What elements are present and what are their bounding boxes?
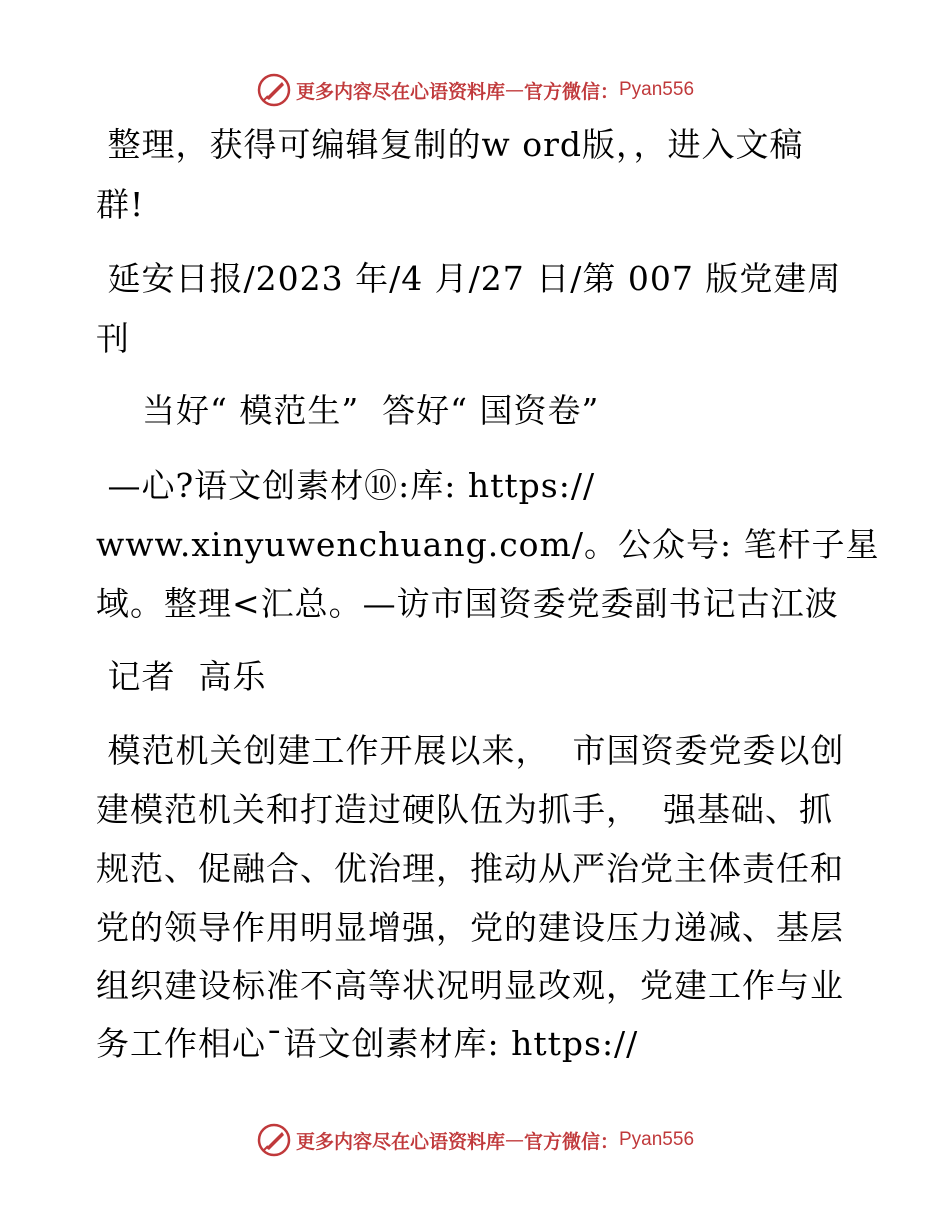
banner-wechat-label: 官方微信： [523, 80, 619, 103]
subtitle-line: 域。整理<汇总。—访市国资委党委副书记古江波 [96, 584, 839, 623]
banner-wechat-id: Pyan556 [619, 79, 695, 100]
footer-watermark-banner [0, 1120, 950, 1160]
byline: 记者 高乐 [96, 657, 267, 696]
banner-separator: — [504, 79, 524, 101]
banner-main-text: 更多内容尽在心语资料库 [295, 1130, 505, 1153]
quill-pen-logo-icon [256, 72, 292, 108]
paragraph-line: 组织建设标准不高等状况明显改观，党建工作与业 [96, 966, 844, 1005]
source-line: 延安日报/2023 年/4 月/27 日/第 007 版党建周 [96, 259, 842, 298]
intro-line: 整理，获得可编辑复制的w ord版，，进入文稿 [96, 125, 804, 164]
paragraph-line: 务工作相心¯语文创素材库: https:// [96, 1024, 639, 1063]
paragraph-line: 规范、促融合、优治理，推动从严治党主体责任和 [96, 849, 844, 888]
header-watermark-banner [0, 70, 950, 110]
paragraph-line: 建模范机关和打造过硬队伍为抓手， 强基础、抓 [96, 790, 833, 829]
paragraph-line: 模范机关创建工作开展以来， 市国资委党委以创 [96, 731, 845, 770]
article-headline: 当好“ 模范生” 答好“ 国资卷” [96, 391, 600, 430]
banner-wechat-id: Pyan556 [619, 1129, 695, 1150]
banner-main-text: 更多内容尽在心语资料库 [295, 80, 505, 103]
paragraph-line: 党的领导作用明显增强，党的建设压力递减、基层 [96, 908, 844, 947]
intro-line: 群! [96, 185, 145, 224]
subtitle-line: —心?语文创素材⑩:库: https:// [96, 466, 596, 505]
banner-separator: — [504, 1129, 524, 1151]
source-line: 刊 [96, 319, 130, 358]
banner-wechat-label: 官方微信： [523, 1130, 619, 1153]
quill-pen-logo-icon [256, 1122, 292, 1158]
subtitle-line: www.xinyuwenchuang.com/。公众号: 笔杆子星 [96, 525, 880, 564]
